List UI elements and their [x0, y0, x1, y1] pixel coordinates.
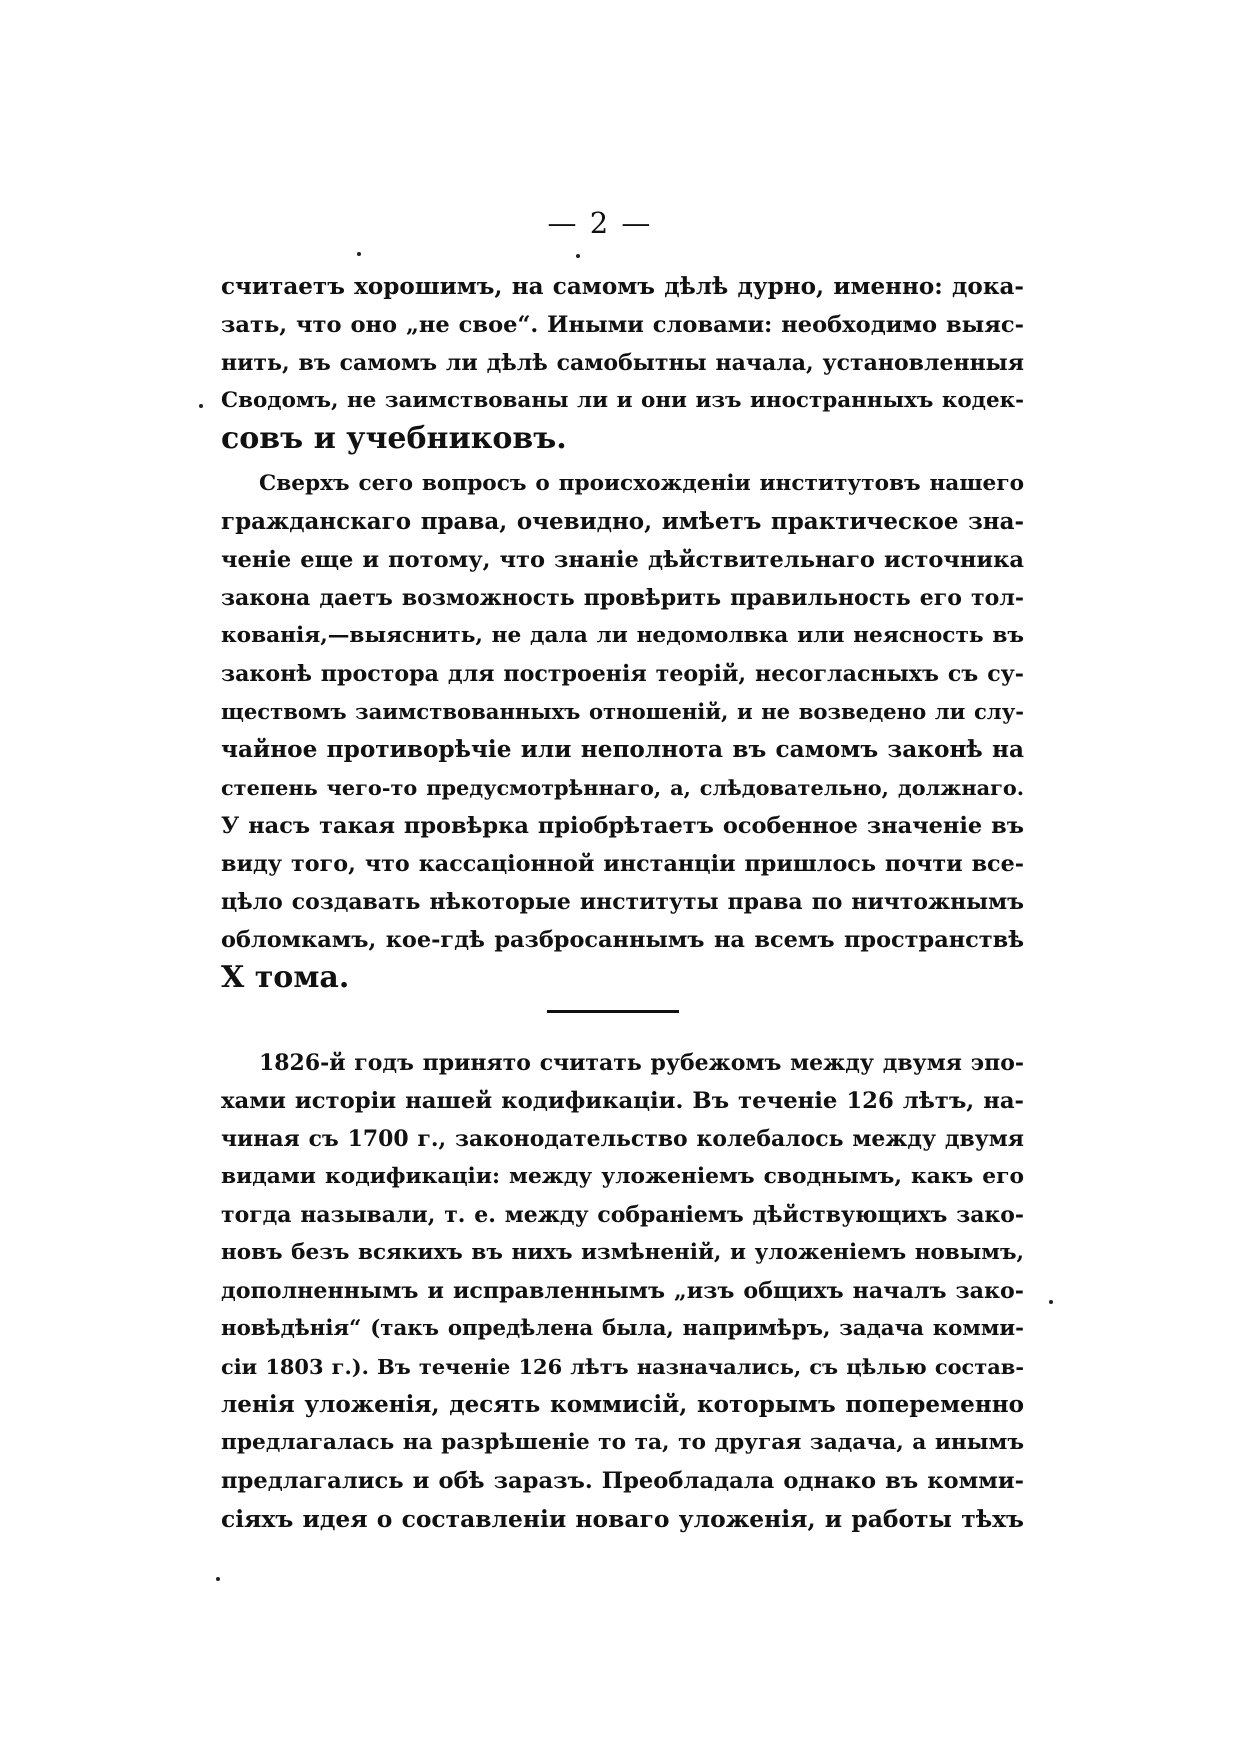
text-line: цѣло создавать нѣкоторые институты права по ничтожнымъ — [221, 889, 1024, 915]
print-speck — [1049, 1300, 1053, 1304]
text-line: дополненнымъ и исправленнымъ „изъ общихъ началъ зако- — [221, 1278, 1024, 1304]
text-line: хами исторіи нашей кодификаціи. Въ теченіе 126 лѣтъ, на- — [221, 1088, 1024, 1114]
text-line: сіи 1803 г.). Въ теченіе 126 лѣтъ назначались, съ цѣлью состав- — [221, 1354, 1024, 1379]
text-line: совъ и учебниковъ. — [221, 421, 567, 456]
text-line: зать, что оно „не свое“. Иными словами: необходимо выяс- — [221, 312, 1024, 338]
text-line: чиная съ 1700 г., законодательство колебалось между двумя — [221, 1126, 1024, 1152]
text-line: гражданскаго права, очевидно, имѣетъ практическое зна- — [221, 508, 1024, 535]
text-line: степень чего-то предусмотрѣннаго, а, слѣдовательно, должнаго. — [221, 775, 1024, 800]
text-line: ченіе еще и потому, что знаніе дѣйствительнаго источника — [221, 547, 1024, 573]
text-line: новѣдѣнія“ (такъ опредѣлена была, напримѣръ, задача комми- — [221, 1316, 1024, 1341]
text-line: предлагались и обѣ заразъ. Преобладала однако въ комми- — [221, 1468, 1024, 1494]
text-line: считаетъ хорошимъ, на самомъ дѣлѣ дурно, именно: дока- — [221, 273, 1024, 300]
text-line: У насъ такая провѣрка пріобрѣтаетъ особенное значеніе въ — [221, 813, 1024, 839]
text-line: виду того, что кассаціонной инстанціи пришлось почти все- — [221, 851, 1024, 877]
print-speck — [216, 1577, 220, 1581]
text-line: нить, въ самомъ ли дѣлѣ самобытны начала, установленныя — [221, 350, 1024, 376]
text-line: видами кодификаціи: между уложеніемъ своднымъ, какъ его — [221, 1164, 1024, 1189]
print-speck — [357, 252, 361, 256]
text-line: ществомъ заимствованныхъ отношеній, и не возведено ли слу- — [221, 699, 1024, 724]
text-line: законѣ простора для построенія теорій, несогласныхъ съ су- — [221, 661, 1024, 687]
text-line: кованія,—выяснить, не дала ли недомолвка или неясность въ — [221, 623, 1024, 648]
text-line: предлагалась на разрѣшеніе то та, то другая задача, а инымъ — [221, 1430, 1024, 1455]
print-speck — [199, 404, 203, 408]
text-line: Сверхъ сего вопросъ о происхожденіи институтовъ нашего — [259, 471, 1024, 496]
section-divider — [547, 1010, 679, 1013]
print-speck — [576, 254, 580, 258]
text-line: 1826-й годъ принято считать рубежомъ между двумя эпо- — [259, 1050, 1024, 1076]
text-line: тогда называли, т. е. между собраніемъ дѣйствующихъ зако- — [221, 1202, 1024, 1228]
text-line: Сводомъ, не заимствованы ли и они изъ иностранныхъ кодек- — [221, 388, 1024, 413]
text-line: ленія уложенія, десять коммисій, которымъ попеременно — [221, 1391, 1024, 1418]
text-line: X тома. — [221, 960, 350, 995]
text-line: сіяхъ идея о составленіи новаго уложенія, и работы тѣхъ — [221, 1505, 1024, 1533]
text-line: закона даетъ возможность провѣрить правильность его тол- — [221, 585, 1024, 611]
text-line: обломкамъ, кое-гдѣ разбросаннымъ на всемъ пространствѣ — [221, 927, 1024, 953]
page-number: — 2 — — [547, 206, 653, 240]
text-line: чайное противорѣчіе или неполнота въ самомъ законѣ на — [221, 736, 1024, 763]
text-line: новъ безъ всякихъ въ нихъ измѣненій, и уложеніемъ новымъ, — [221, 1240, 1024, 1265]
